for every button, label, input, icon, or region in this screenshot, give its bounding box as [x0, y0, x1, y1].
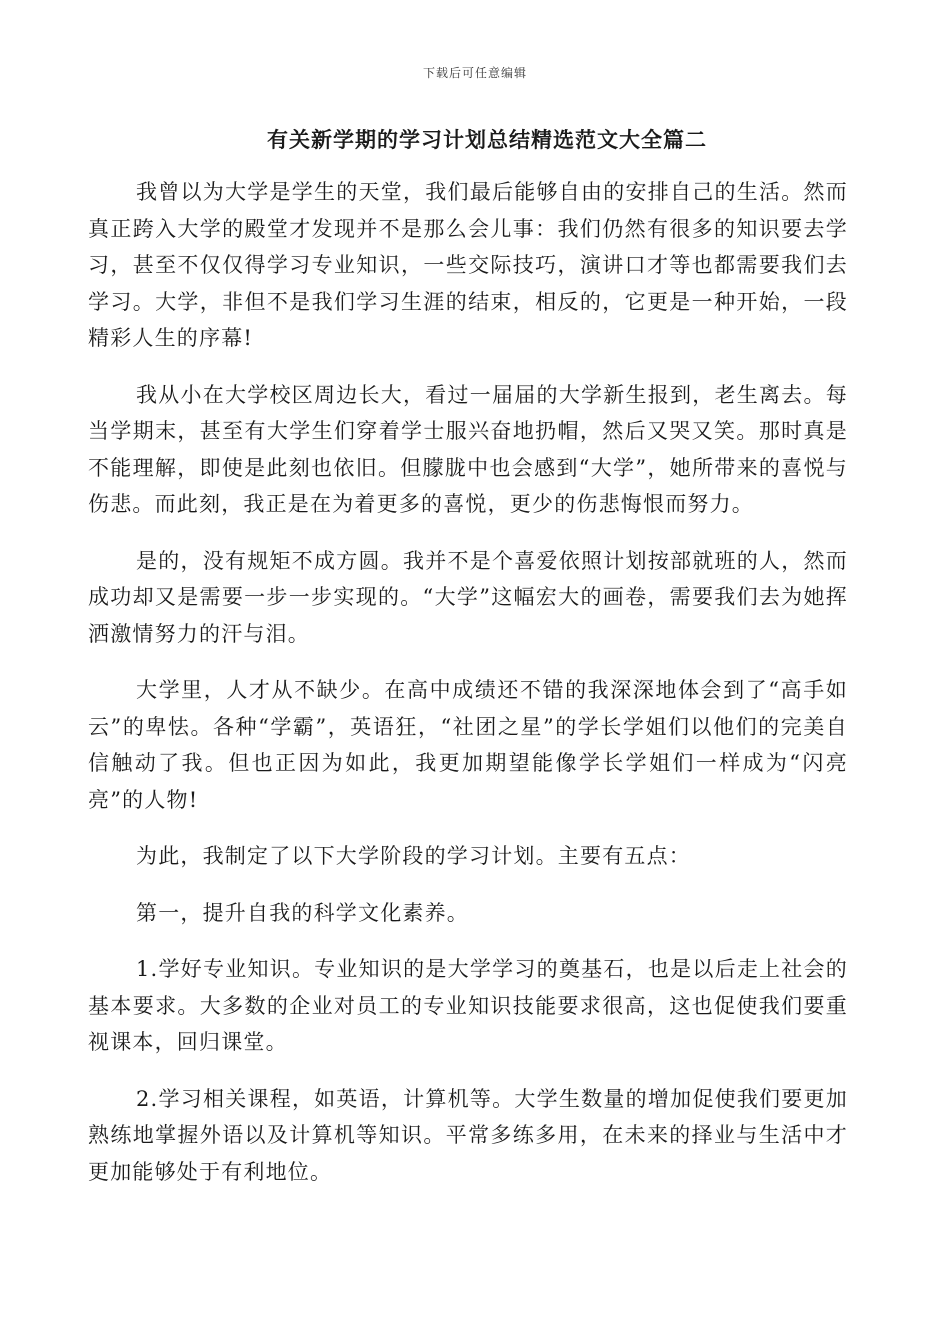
- paragraph-3: 是的，没有规矩不成方圆。我并不是个喜爱依照计划按部就班的人，然而成功却又是需要一步一步实现的。“大学”这幅宏大的画卷，需要我们去为她挥洒激情努力的汗与泪。: [88, 548, 848, 646]
- paragraph-8: 2.学习相关课程，如英语，计算机等。大学生数量的增加促使我们要更加熟练地掌握外语以及计算机等知识。平常多练多用，在未来的择业与生活中才更加能够处于有利地位。: [88, 1086, 848, 1184]
- document-title: 有关新学期的学习计划总结精选范文大全篇二: [267, 127, 707, 152]
- document-body: [88, 174, 848, 1210]
- header-note: 下载后可任意编辑: [422, 66, 527, 80]
- paragraph-4: 大学里，人才从不缺少。在高中成绩还不错的我深深地体会到了“高手如云”的卑怯。各种“学霸”，英语狂，“社团之星”的学长学姐们以他们的完美自信触动了我。但也正因为如此，我更加期望能像学长学姐们一样成为“闪亮亮”的人物!: [88, 678, 848, 812]
- paragraph-6: 第一，提升自我的科学文化素养。: [136, 900, 469, 925]
- paragraph-2: 我从小在大学校区周边长大，看过一届届的大学新生报到，老生离去。每当学期末，甚至有大学生们穿着学士服兴奋地扔帽，然后又哭又笑。那时真是不能理解，即使是此刻也依旧。但朦胧中也会感到“大学”，她所带来的喜悦与伤悲。而此刻，我正是在为着更多的喜悦，更少的伤悲悔恨而努力。: [88, 382, 848, 516]
- paragraph-1: 我曾以为大学是学生的天堂，我们最后能够自由的安排自己的生活。然而真正跨入大学的殿堂才发现并不是那么会儿事：我们仍然有很多的知识要去学习，甚至不仅仅得学习专业知识，一些交际技巧，演讲口才等也都需要我们去学习。大学，非但不是我们学习生涯的结束，相反的，它更是一种开始，一段精彩人生的序幕!: [88, 180, 848, 350]
- paragraph-5: 为此，我制定了以下大学阶段的学习计划。主要有五点：: [136, 844, 691, 868]
- paragraph-7: 1.学好专业知识。专业知识的是大学学习的奠基石，也是以后走上社会的基本要求。大多数的企业对员工的专业知识技能要求很高，这也促使我们要重视课本，回归课堂。: [88, 957, 848, 1054]
